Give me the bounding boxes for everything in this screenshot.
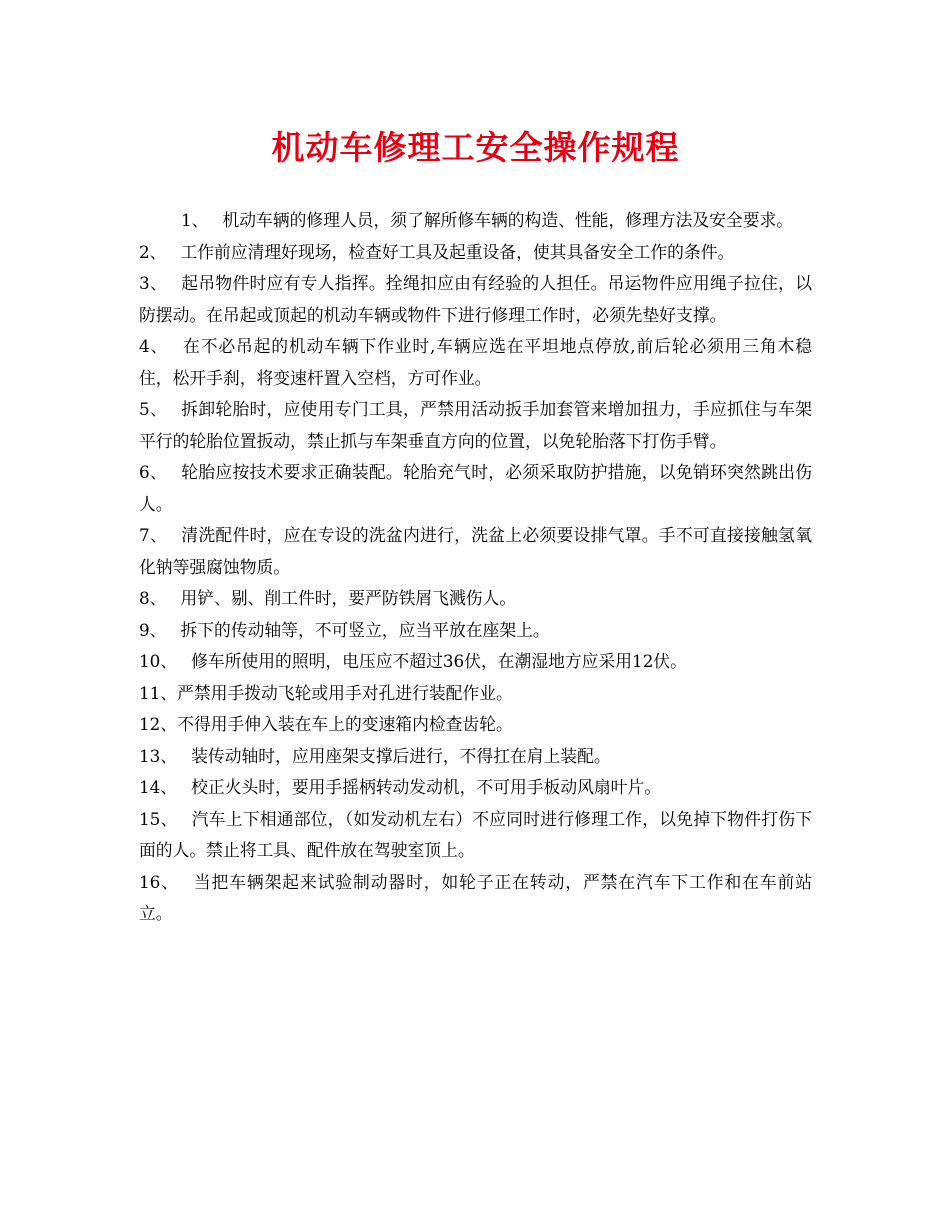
list-item bbox=[139, 520, 812, 583]
item-text: 装传动轴时，应用座架支撑后进行，不得扛在肩上装配。 bbox=[191, 745, 611, 766]
item-number: 2、 bbox=[139, 241, 167, 262]
item-number: 10、 bbox=[139, 651, 178, 671]
item-text: 拆卸轮胎时，应使用专门工具，严禁用活动扳手加套管来增加扭力，手应抓住与车架平行的轮胎位置扳动，禁止抓与车架垂直方向的位置，以免轮胎落下打伤手臂。 bbox=[139, 399, 812, 451]
item-number: 7、 bbox=[139, 525, 168, 545]
item-text: 校正火头时，要用手摇柄转动发动机，不可用手板动风扇叶片。 bbox=[191, 777, 662, 797]
document-body bbox=[139, 205, 812, 930]
list-item bbox=[139, 804, 812, 867]
item-text: 用铲、剔、削工件时，要严防铁屑飞溅伤人。 bbox=[180, 588, 517, 608]
item-number: 13、 bbox=[139, 745, 178, 766]
item-number: 3、 bbox=[139, 273, 168, 293]
item-number: 4、 bbox=[139, 336, 169, 356]
list-item bbox=[139, 615, 812, 647]
item-text: 清洗配件时，应在专设的洗盆内进行，洗盆上必须要设排气罩。手不可直接接触氢氧化钠等强腐蚀物质。 bbox=[139, 525, 812, 577]
list-item bbox=[139, 394, 812, 457]
item-text: 轮胎应按技术要求正确装配。轮胎充气时，必须采取防护措施，以免销环突然跳出伤人。 bbox=[139, 462, 812, 514]
list-item bbox=[139, 646, 812, 678]
list-item bbox=[139, 331, 812, 394]
list-item bbox=[139, 709, 812, 741]
list-item bbox=[139, 741, 812, 773]
item-number: 12、 bbox=[139, 714, 178, 734]
item-number: 15、 bbox=[139, 808, 178, 829]
list-item bbox=[139, 268, 812, 331]
item-number: 6、 bbox=[139, 462, 168, 482]
document-title: 机动车修理工安全操作规程 bbox=[271, 128, 680, 167]
item-text: 严禁用手拨动飞轮或用手对孔进行装配作业。 bbox=[177, 682, 513, 703]
item-text: 工作前应清理好现场，检查好工具及起重设备，使其具备安全工作的条件。 bbox=[180, 241, 735, 262]
item-text: 汽车上下相通部位，（如发动机左右）不应同时进行修理工作，以免掉下物件打伤下面的人。禁止将工具、配件放在驾驶室顶上。 bbox=[139, 808, 813, 860]
list-item bbox=[139, 237, 812, 269]
list-item bbox=[139, 678, 812, 710]
list-item bbox=[139, 205, 812, 237]
item-number: 1、 bbox=[181, 210, 209, 230]
item-number: 9、 bbox=[139, 619, 167, 640]
item-number: 8、 bbox=[139, 588, 167, 608]
item-text: 当把车辆架起来试验制动器时，如轮子正在转动，严禁在汽车下工作和在车前站立。 bbox=[139, 871, 812, 923]
item-text: 在不必吊起的机动车辆下作业时,车辆应选在平坦地点停放,前后轮必须用三角木稳住，松开手刹，将变速杆置入空档，方可作业。 bbox=[139, 336, 812, 388]
item-number: 11、 bbox=[139, 682, 178, 703]
list-item bbox=[139, 772, 812, 804]
list-item bbox=[139, 867, 812, 930]
list-item bbox=[139, 457, 812, 520]
list-item bbox=[139, 583, 812, 615]
item-number: 16、 bbox=[139, 871, 179, 892]
item-text: 拆下的传动轴等，不可竖立，应当平放在座架上。 bbox=[180, 619, 550, 640]
item-text: 机动车辆的修理人员，须了解所修车辆的构造、性能，修理方法及安全要求。 bbox=[222, 210, 794, 230]
item-number: 5、 bbox=[139, 399, 168, 419]
item-text: 起吊物件时应有专人指挥。拴绳扣应由有经验的人担任。吊运物件应用绳子拉住，以防摆动。在吊起或顶起的机动车辆或物件下进行修理工作时，必须先垫好支撑。 bbox=[139, 273, 812, 325]
item-text: 修车所使用的照明，电压应不超过36伏，在潮湿地方应采用12伏。 bbox=[191, 651, 687, 671]
item-number: 14、 bbox=[139, 777, 178, 797]
item-text: 不得用手伸入装在车上的变速箱内检查齿轮。 bbox=[177, 714, 513, 734]
